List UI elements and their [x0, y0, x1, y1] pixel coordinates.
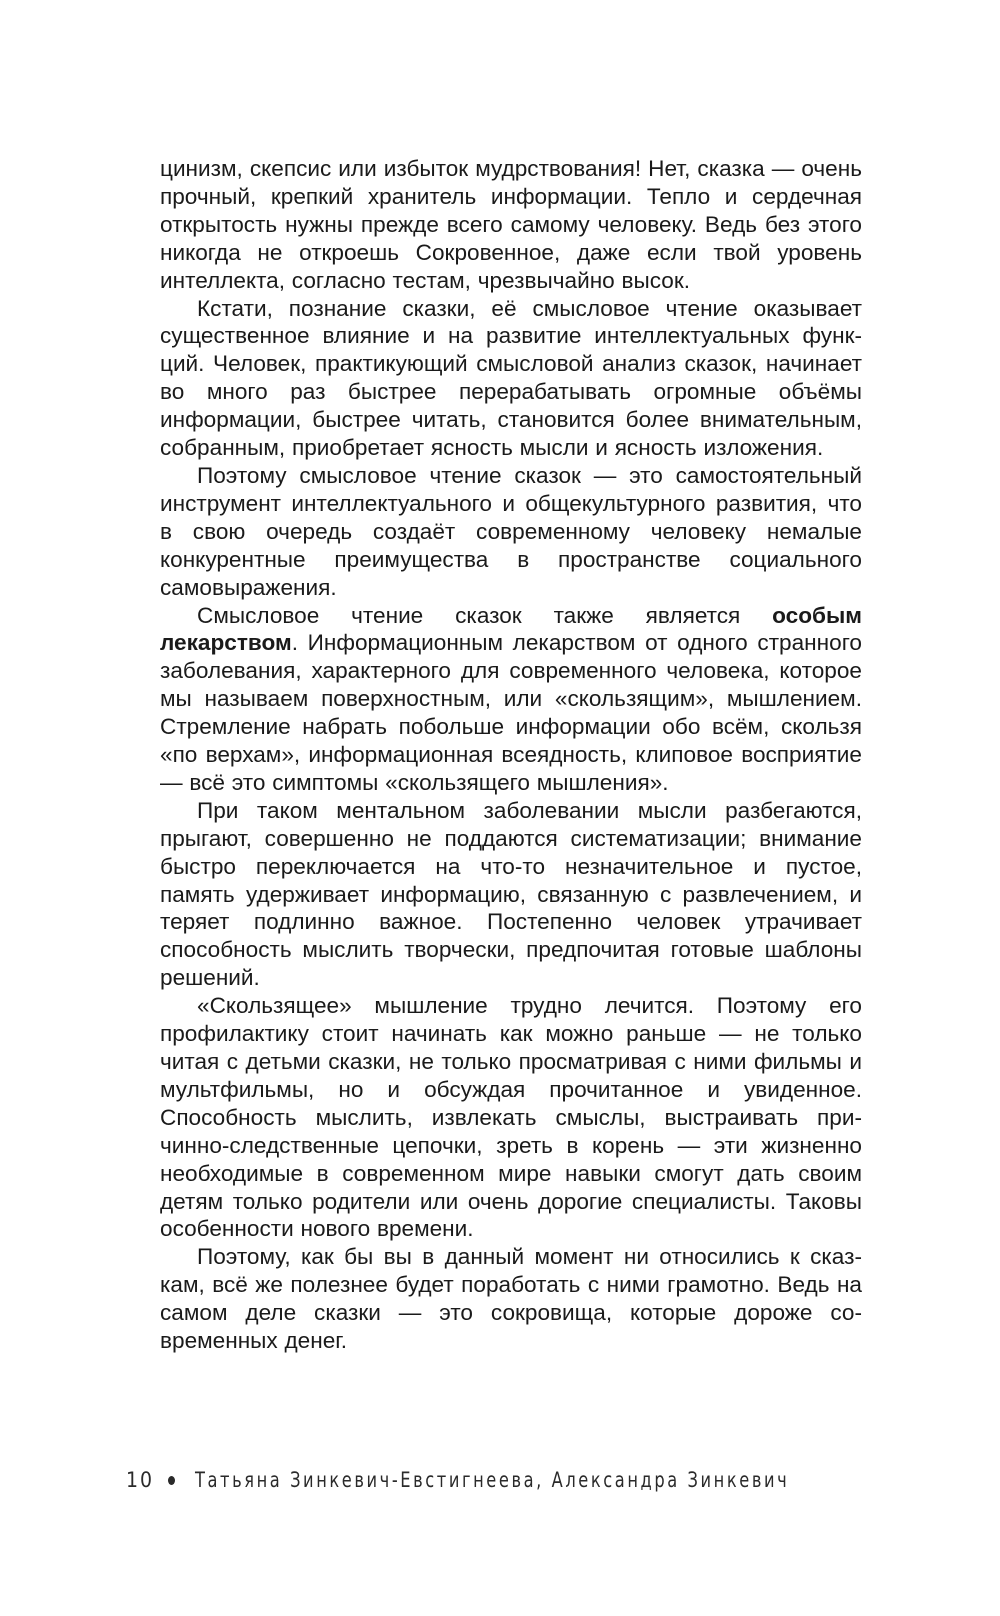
running-footer-authors: Татьяна Зинкевич-Евстигнеева, Александра Зинкевич [194, 1468, 790, 1492]
bullet-separator-icon [168, 1476, 175, 1485]
page-body [160, 155, 862, 1355]
paragraph-5: При таком ментальном заболевании мысли разбегаются, прыгают, совершенно не поддаются систематизации; внимание быстро переключается на что-то незначительное и пустое, память удерживает информацию, связанную с развлечением, и теряет подлинно важное. Постепенно человек утрачивает способность мыслить творчески, предпочитая готовые шаблоны решений. [160, 797, 862, 991]
paragraph-3: Поэтому смысловое чтение сказок — это самостоятельный инструмент интеллектуального и общекультурного развития, что в свою очередь создаёт современному человеку немалые конкурентные преимущества в пространстве социального самовыражения. [160, 462, 862, 600]
page-number: 10 [126, 1468, 155, 1492]
paragraph-7: Поэтому, как бы вы в данный момент ни относились к сказкам, всё же полезнее будет поработать с ними грамотно. Ведь на самом деле сказки — это сокровища, которые дороже современных денег. [160, 1244, 862, 1354]
paragraph-4-start: Смысловое чтение сказок также является [197, 602, 773, 628]
paragraph-4-bold-term: особым лекарством [160, 602, 862, 656]
paragraph-4 [160, 602, 862, 797]
paragraph-4-end: . Информационным лекарством от одного странного заболевания, характерного для современного человека, которое мы называем поверхностным, или «скользящим», мышлением. Стремление набрать побольше информации обо всём, скользя «по верхам», информационная всеядность, клиповое восприятие — всё это симптомы «скользящего мышления». [160, 630, 862, 795]
paragraph-2: Кстати, познание сказки, её смысловое чтение оказывает существенное влияние и на развитие интеллектуальных функций. Человек, практикующий смысловой анализ сказок, начинает во много раз быстрее перерабатывать огромные объёмы информации, быстрее читать, становится более внимательным, собранным, приобретает ясность мысли и ясность изложения. [160, 295, 862, 461]
paragraph-6: «Скользящее» мышление трудно лечится. Поэтому его профилактику стоит начинать как можно раньше — не только читая с детьми сказки, не только просматривая с ними фильмы и мультфильмы, но и обсуждая прочитанное и увиденное. Способность мыслить, извлекать смыслы, выстраивать причинно-следственные цепочки, зреть в корень — эти жизненно необходимые в современном мире навыки смогут дать своим детям только родители или очень дорогие специалисты. Таковы особенности нового времени. [160, 993, 862, 1242]
page-footer [126, 1465, 886, 1495]
paragraph-1: цинизм, скепсис или избыток мудрствования! Нет, сказка — очень прочный, крепкий хранитель информации. Тепло и сердечная открытость нужны прежде всего самому человеку. Ведь без этого никогда не откроешь Сокровенное, даже если твой уровень интеллекта, согласно тестам, чрезвычайно высок. [160, 156, 862, 293]
